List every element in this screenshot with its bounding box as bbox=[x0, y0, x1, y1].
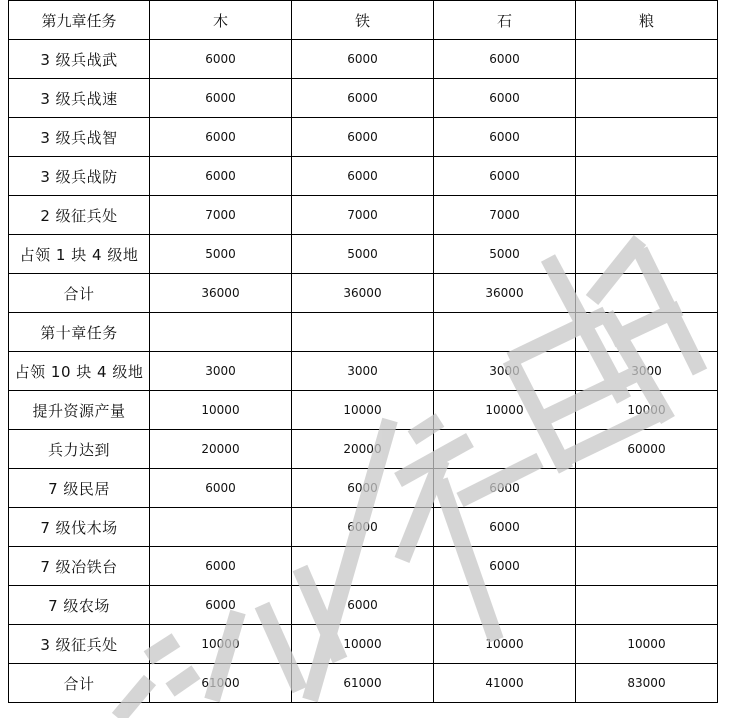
cell-grain: 10000 bbox=[576, 391, 718, 430]
cell-grain bbox=[576, 40, 718, 79]
table-row bbox=[9, 625, 718, 664]
cell-wood: 6000 bbox=[150, 79, 292, 118]
cell-stone: 6000 bbox=[434, 508, 576, 547]
cell-wood: 5000 bbox=[150, 235, 292, 274]
header-row bbox=[9, 1, 718, 40]
table-row bbox=[9, 508, 718, 547]
cell-grain bbox=[576, 157, 718, 196]
total-stone: 36000 bbox=[434, 274, 576, 313]
table-row bbox=[9, 157, 718, 196]
table-row bbox=[9, 235, 718, 274]
empty-cell bbox=[150, 313, 292, 352]
cell-iron: 6000 bbox=[292, 40, 434, 79]
cell-grain: 3000 bbox=[576, 352, 718, 391]
cell-grain bbox=[576, 118, 718, 157]
cell-grain: 60000 bbox=[576, 430, 718, 469]
table-row bbox=[9, 40, 718, 79]
cell-wood: 6000 bbox=[150, 547, 292, 586]
cell-stone: 5000 bbox=[434, 235, 576, 274]
task-name: 7 级伐木场 bbox=[9, 508, 150, 547]
cell-wood: 20000 bbox=[150, 430, 292, 469]
cell-stone: 10000 bbox=[434, 391, 576, 430]
task-name: 提升资源产量 bbox=[9, 391, 150, 430]
total-row bbox=[9, 664, 718, 703]
cell-stone: 6000 bbox=[434, 469, 576, 508]
cell-iron: 10000 bbox=[292, 625, 434, 664]
column-header-stone: 石 bbox=[434, 1, 576, 40]
empty-cell bbox=[292, 313, 434, 352]
task-name: 3 级征兵处 bbox=[9, 625, 150, 664]
cell-wood: 6000 bbox=[150, 469, 292, 508]
resource-table-body bbox=[9, 1, 718, 703]
cell-stone bbox=[434, 586, 576, 625]
chapter10-title: 第十章任务 bbox=[9, 313, 150, 352]
cell-wood: 3000 bbox=[150, 352, 292, 391]
cell-wood: 6000 bbox=[150, 118, 292, 157]
cell-stone: 6000 bbox=[434, 547, 576, 586]
chapter10-title-row bbox=[9, 313, 718, 352]
empty-cell bbox=[434, 313, 576, 352]
chapter9-title: 第九章任务 bbox=[9, 1, 150, 40]
column-header-iron: 铁 bbox=[292, 1, 434, 40]
cell-iron: 6000 bbox=[292, 79, 434, 118]
task-name: 3 级兵战防 bbox=[9, 157, 150, 196]
total-row bbox=[9, 274, 718, 313]
cell-grain bbox=[576, 547, 718, 586]
task-name: 7 级农场 bbox=[9, 586, 150, 625]
total-iron: 36000 bbox=[292, 274, 434, 313]
cell-iron: 6000 bbox=[292, 508, 434, 547]
table-row bbox=[9, 79, 718, 118]
cell-grain: 10000 bbox=[576, 625, 718, 664]
cell-grain bbox=[576, 508, 718, 547]
cell-iron: 6000 bbox=[292, 586, 434, 625]
cell-stone: 6000 bbox=[434, 157, 576, 196]
cell-grain bbox=[576, 196, 718, 235]
cell-stone: 6000 bbox=[434, 40, 576, 79]
cell-iron: 7000 bbox=[292, 196, 434, 235]
cell-stone: 10000 bbox=[434, 625, 576, 664]
task-name: 3 级兵战智 bbox=[9, 118, 150, 157]
cell-iron: 6000 bbox=[292, 118, 434, 157]
cell-wood: 6000 bbox=[150, 40, 292, 79]
total-grain bbox=[576, 274, 718, 313]
resource-table bbox=[8, 0, 718, 703]
cell-grain bbox=[576, 469, 718, 508]
cell-grain bbox=[576, 235, 718, 274]
cell-iron bbox=[292, 547, 434, 586]
cell-stone: 6000 bbox=[434, 118, 576, 157]
cell-wood bbox=[150, 508, 292, 547]
task-name: 兵力达到 bbox=[9, 430, 150, 469]
task-name: 7 级冶铁台 bbox=[9, 547, 150, 586]
total-grain: 83000 bbox=[576, 664, 718, 703]
task-name: 占领 1 块 4 级地 bbox=[9, 235, 150, 274]
cell-grain bbox=[576, 79, 718, 118]
total-wood: 61000 bbox=[150, 664, 292, 703]
task-name: 3 级兵战武 bbox=[9, 40, 150, 79]
cell-wood: 6000 bbox=[150, 157, 292, 196]
cell-wood: 10000 bbox=[150, 391, 292, 430]
total-wood: 36000 bbox=[150, 274, 292, 313]
table-row bbox=[9, 352, 718, 391]
cell-wood: 10000 bbox=[150, 625, 292, 664]
cell-stone bbox=[434, 430, 576, 469]
column-header-wood: 木 bbox=[150, 1, 292, 40]
cell-wood: 7000 bbox=[150, 196, 292, 235]
empty-cell bbox=[576, 313, 718, 352]
table-row bbox=[9, 196, 718, 235]
cell-iron: 6000 bbox=[292, 469, 434, 508]
cell-stone: 3000 bbox=[434, 352, 576, 391]
task-name: 占领 10 块 4 级地 bbox=[9, 352, 150, 391]
cell-wood: 6000 bbox=[150, 586, 292, 625]
task-name: 2 级征兵处 bbox=[9, 196, 150, 235]
table-row bbox=[9, 469, 718, 508]
cell-iron: 5000 bbox=[292, 235, 434, 274]
cell-stone: 6000 bbox=[434, 79, 576, 118]
task-name: 7 级民居 bbox=[9, 469, 150, 508]
cell-iron: 10000 bbox=[292, 391, 434, 430]
cell-iron: 6000 bbox=[292, 157, 434, 196]
total-stone: 41000 bbox=[434, 664, 576, 703]
table-row bbox=[9, 391, 718, 430]
cell-grain bbox=[576, 586, 718, 625]
cell-stone: 7000 bbox=[434, 196, 576, 235]
cell-iron: 20000 bbox=[292, 430, 434, 469]
task-name: 3 级兵战速 bbox=[9, 79, 150, 118]
cell-iron: 3000 bbox=[292, 352, 434, 391]
table-row bbox=[9, 547, 718, 586]
column-header-grain: 粮 bbox=[576, 1, 718, 40]
table-row bbox=[9, 430, 718, 469]
table-row bbox=[9, 586, 718, 625]
total-iron: 61000 bbox=[292, 664, 434, 703]
total-label: 合计 bbox=[9, 274, 150, 313]
table-row bbox=[9, 118, 718, 157]
total-label: 合计 bbox=[9, 664, 150, 703]
